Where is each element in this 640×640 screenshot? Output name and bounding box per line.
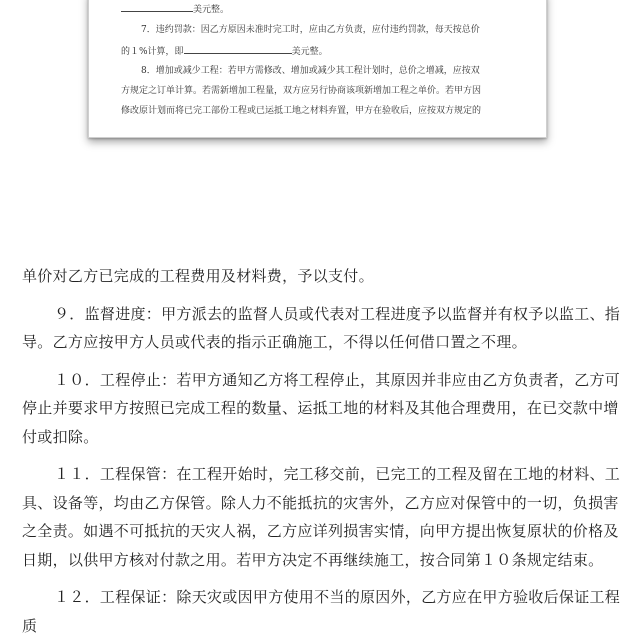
preview-line-4: 8．增加或减少工程：若甲方需修改、增加或减少其工程计划时，总价之增减，应按双 (141, 66, 480, 76)
paragraph-continuation: 单价对乙方已完成的工程费用及材料费，予以支付。 (22, 267, 374, 285)
document-body (22, 262, 628, 640)
clause-9-supervision: ９．监督进度：甲方派去的监督人员或代表对工程进度予以监督并有权予以监工、指导。乙方应按甲方人员或代表的指示正确施工，不得以任何借口置之不理。 (22, 304, 621, 351)
amount-blank (184, 44, 292, 54)
preview-line-5: 方规定之订单计算。若需新增加工程量，双方应另行协商该项新增加工程之单价。若甲方因 (121, 86, 482, 96)
preview-line-2: 7．违约罚款：因乙方原因未准时完工时，应由乙方负责，应付违约罚款，每天按总价 (141, 25, 480, 35)
preview-line-6: 修改原计划而将已完工部份工程或已运抵工地之材料弃置，甲方在验收后，应按双方规定的 (121, 106, 482, 116)
clause-11-custody: １１．工程保管：在工程开始时，完工移交前，已完工的工程及留在工地的材料、工具、设备等，均由乙方保管。除人力不能抵抗的灾害外，乙方应对保管中的一切，负损害之全责。如遇不可抵抗的天灾人祸，乙方应详列损害实情，向甲方提出恢复原状的价格及日期，以供甲方核对付款之用。若甲方决定不再继续施工，按合同第１０条规定结束。 (22, 465, 621, 569)
amount-blank (121, 2, 193, 12)
preview-line-3: 的１%计算，即 美元整。 (121, 44, 328, 58)
clause-12-warranty: １２．工程保证：除天灾或因甲方使用不当的原因外，乙方应在甲方验收后保证工程质 (22, 588, 621, 635)
document-preview-card (88, 0, 547, 138)
clause-10-work-stoppage: １０．工程停止：若甲方通知乙方将工程停止，其原因并非应由乙方负责者，乙方可停止并要求甲方按照已完成工程的数量、运抵工地的材料及其他合理费用，在已交款中增付或扣除。 (22, 370, 621, 446)
preview-line-1: 美元整。 (121, 2, 229, 16)
